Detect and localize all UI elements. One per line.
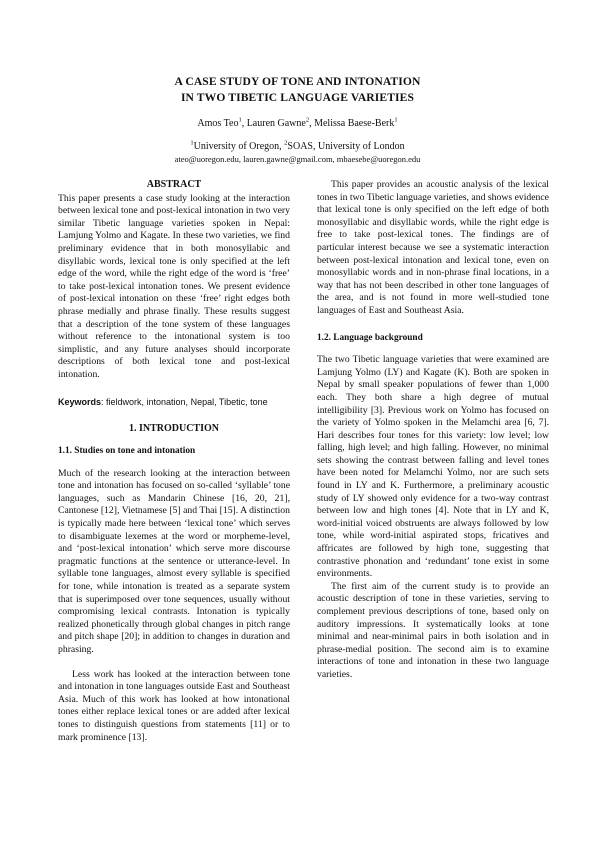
title-line-1: A CASE STUDY OF TONE AND INTONATION: [174, 75, 421, 88]
abstract-text: This paper presents a case study looking at the interaction between lexical tone and post-lexical intonation in two very similar Tibetic language varieties spoken in Nepal: Lamjung Yolmo and Kagate. In these two varieties, we find preliminary evidence that in both monosyllabic and disyllabic words, lexical tone is only specified at the left edge of the word, while the right edge of the word is ‘free’ to take post-lexical intonation tones. We present evidence of post-lexical intonation on these ‘free’ right edges both phrase medially and phrase finally. These results suggest that a description of the tone system of these languages without reference to the intonational system is too simplistic, and any future analyses should incorporate descriptions of both lexical tone and post-lexical intonation.: [58, 192, 290, 380]
affiliation-marker: 2: [284, 139, 288, 147]
keywords-text: : fieldwork, intonation, Nepal, Tibetic, tone: [101, 396, 268, 407]
author-separator: ,: [241, 118, 247, 129]
keywords: [58, 396, 290, 409]
body-paragraph: The two Tibetic language varieties that were examined are Lamjung Yolmo (LY) and Kagate (K). Both are spoken in Nepal by small speaker populations of fewer than 1,000 each. They both share a high degree of mutual intelligibility [3]. Previous work on Yolmo has focused on the variety of Yolmo spoken in the Melamchi area [6, 7]. Hari describes four tones for this variety: low level; low falling, high level; and high falling. However, no minimal sets showing the contrast between falling and level tones have been noted for Melamchi Yolmo, nor are such sets found in LY and K. Furthermore, a preliminary acoustic study of LY showed only evidence for a two-way contrast between low and high tones [4]. Note that in LY and K, word-initial voiced obstruents are always followed by low tone, while word-initial aspirated stops, fricatives and affricates are followed by high tone, suggesting that contrastive phonation and ‘redundant’ tone exist in some environments.: [317, 354, 549, 580]
author-list: [0, 118, 595, 129]
subsection-heading-language-background: 1.2. Language background: [317, 332, 423, 343]
affiliation-marker: 1: [190, 139, 194, 147]
affiliation-org: SOAS, University of London: [287, 141, 405, 152]
subsection-heading-tone-intonation: 1.1. Studies on tone and intonation: [58, 446, 196, 457]
section-heading-introduction: 1. INTRODUCTION: [128, 422, 219, 434]
paper-title: [0, 74, 595, 106]
left-column: [58, 179, 290, 744]
body-paragraph: Much of the research looking at the interaction between tone and intonation has focused on so-called ‘syllable’ tone languages, such as Mandarin Chinese [16, 20, 21], Cantonese [12], Vietnamese [5] and Thai [15]. A distinction is typically made here between ‘lexical tone’ which serves to disambiguate lexemes at the word or morpheme-level, and ‘post-lexical intonation’ which serve more discourse pragmatic functions at the sentence or utterance-level. In syllable tone languages, almost every syllable is specified for tone, while intonation is treated as a separate system that is superimposed over tone sequences, usually without compromising lexical contrasts. Intonation is typically realized phonetically through global changes in pitch range and pitch shape [20]; in addition to changes in duration and phrasing.: [58, 467, 290, 655]
keywords-label: Keywords: [58, 396, 102, 407]
author-name: Melissa Baese-Berk: [314, 118, 395, 129]
author-name: Lauren Gawne: [246, 118, 306, 129]
body-paragraph: Less work has looked at the interaction between tone and intonation in tone languages outside East and Southeast Asia. Much of this work has looked at how intonational tones either replace lexical tones or are added after lexical tones to distinguish questions from statements [11] or to mark prominence [13].: [58, 668, 290, 743]
abstract-heading: ABSTRACT: [146, 179, 202, 190]
author-separator: ,: [309, 118, 315, 129]
affiliation-marker: 2: [305, 116, 310, 124]
title-line-2: IN TWO TIBETIC LANGUAGE VARIETIES: [180, 91, 415, 104]
affiliations: [0, 140, 595, 166]
author-name: Amos Teo: [197, 118, 239, 129]
affiliation-line: [0, 140, 595, 153]
body-paragraph: This paper provides an acoustic analysis of the lexical tones in two Tibetic language varieties, and shows evidence that lexical tone is only specified on the left edge of both monosyllabic and disyllabic words, while the right edge is free to take post-lexical tones. The findings are of particular interest because we see a systematic interaction between post-lexical intonation and lexical tone, even on monosyllabic words and in non-phrase final locations, in a way that has not been described in other tone languages of the area, and is not found in more well-studied tone languages of East and Southeast Asia.: [317, 179, 549, 316]
affiliation-org: University of Oregon,: [193, 141, 285, 152]
affiliation-marker: 1: [238, 116, 242, 124]
right-column: [317, 179, 549, 682]
author-emails: ateo@uoregon.edu, lauren.gawne@gmail.com, mbaesebe@uoregon.edu: [174, 154, 421, 164]
body-paragraph: The first aim of the current study is to provide an acoustic description of tone in these varieties, serving to complement previous descriptions of tone, based only on auditory impressions. It systematically looks at tone minimal and near-minimal pairs in both isolation and in phrase-medial position. The second aim is to examine interactions of tone and intonation in these two language varieties.: [317, 580, 549, 680]
affiliation-marker: 1: [394, 116, 398, 124]
